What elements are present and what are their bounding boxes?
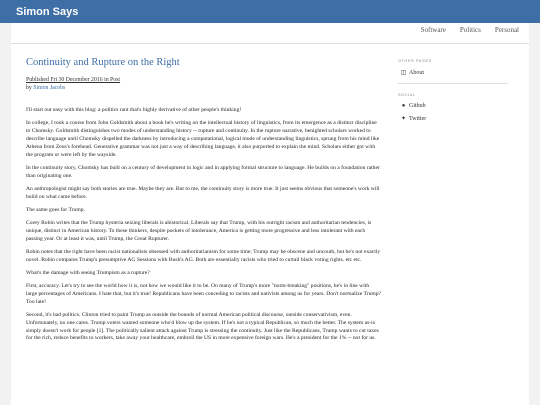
- paragraph-1: I'll start out easy with this blog: a politics rant that's highly derivative of other people's thinking!: [26, 106, 242, 113]
- nav-politics[interactable]: Politics: [459, 26, 481, 34]
- top-nav: [421, 26, 519, 34]
- paragraph-8: What's the damage with seeing Trumpism as a rupture?: [26, 269, 150, 276]
- sidebar-item-github[interactable]: [398, 103, 508, 109]
- twitter-icon: ✦: [400, 116, 407, 122]
- paragraph-2: In college, I took a course from John Goldsmith about a book he's writing on the intellectual history of linguistics, from its emergence as a distinct discipline to Chomsky. Goldsmith distinguishes two modes of understanding history -- rupture and continuity. In the rupture narrative, benighted scholars worked to describe language until Chomsky dispelled the darkness by introducing a computational, logical mode of understanding linguistics, sprung from his mind like Athena from Zeus's forehead. Generative grammar was not just a way of describing language, it also purported to explain the mind. Scholars either got with the program or were left by the wayside.: [26, 120, 380, 158]
- sidebar-item-about[interactable]: [398, 69, 508, 76]
- page-icon: ◫: [400, 70, 407, 76]
- byline-prefix: by: [26, 84, 34, 91]
- nav-software[interactable]: Software: [420, 26, 446, 34]
- page-container: [11, 23, 529, 405]
- author-link[interactable]: Simon Jacobs: [33, 84, 66, 91]
- github-icon: ●: [401, 103, 406, 109]
- byline: [26, 84, 381, 92]
- site-brand[interactable]: Simon Says: [16, 5, 79, 18]
- top-bar: [0, 0, 540, 23]
- other-pages-heading: OTHER PAGES: [398, 59, 432, 63]
- published-line: Published Fri 30 December 2016 in Post: [26, 76, 121, 83]
- post-title[interactable]: Continuity and Rupture on the Right: [26, 57, 180, 68]
- sidebar: [398, 59, 508, 128]
- paragraph-9: First, accuracy. Let's try to see the world how it is, not how we would like it to be. On many of Trump's more "norm-breaking" positions, he's in line with large percentages of Americans. I hate that, but it's true! Republicans have been conceding to racists and nativists among us for years. Don't normalize Trump? Too late!: [26, 282, 381, 305]
- social-heading: SOCIAL: [398, 93, 416, 97]
- paragraph-3: In the continuity story, Chomsky has built on a century of development in logic and in applying formal structure to language. He builds on a foundation rather than originating one.: [26, 164, 380, 179]
- article: [26, 59, 381, 349]
- sidebar-item-twitter[interactable]: [398, 115, 508, 122]
- paragraph-5: The same goes for Trump.: [26, 206, 85, 213]
- twitter-label: Twitter: [409, 115, 427, 122]
- paragraph-6: Corey Robin writes that the Trump hysteria seizing liberals is ahistorical. Liberals say that Trump, with his outright racism and authoritarian tendencies, is unique, distinct in American history. To these thinkers, despite pockets of intolerance, America is getting more progressive and less intolerant with each passing year. Or at least it was, until Trump, the Great Rupturer.: [26, 219, 372, 242]
- paragraph-4: An anthropologist might say both stories are true. Maybe they are. But to me, the continuity story is more true. It just seems obvious that someone's work will build on what came before.: [26, 185, 380, 200]
- paragraph-10: Second, it's bad politics. Clinton tried to paint Trump as outside the bounds of normal American political discourse, outside conservativism, even. Unfortunately, no one cares. Trump voters wanted someone who'd blow up the system. If he's not a typical Republican, so much the better. The system as-is simply doesn't work for people [1]. The politically salient attack against Trump is stressing the continuity. Just like the Republicans, Trump wants to cut taxes for the rich, reduce benefits to workers, take away your healthcare, embroil the US in more expensive foreign wars. He's a president for the 1% -- not for us.: [26, 311, 379, 342]
- github-label: Github: [409, 103, 426, 109]
- header-divider: [11, 43, 529, 44]
- about-label: About: [409, 69, 424, 76]
- sidebar-divider: [398, 83, 508, 84]
- post-meta: [26, 76, 381, 92]
- nav-personal[interactable]: Personal: [494, 26, 519, 34]
- paragraph-7: Robin notes that the right have been racist nationalists obsessed with authoritarianism for some time; Trump may be obscene and uncouth, but he's not exactly novel. Robin compares Trump's presumptive AG Sessions with Bush's AG. Both are essentially racists who tried to curtail black voting rights. etc etc.: [26, 248, 381, 263]
